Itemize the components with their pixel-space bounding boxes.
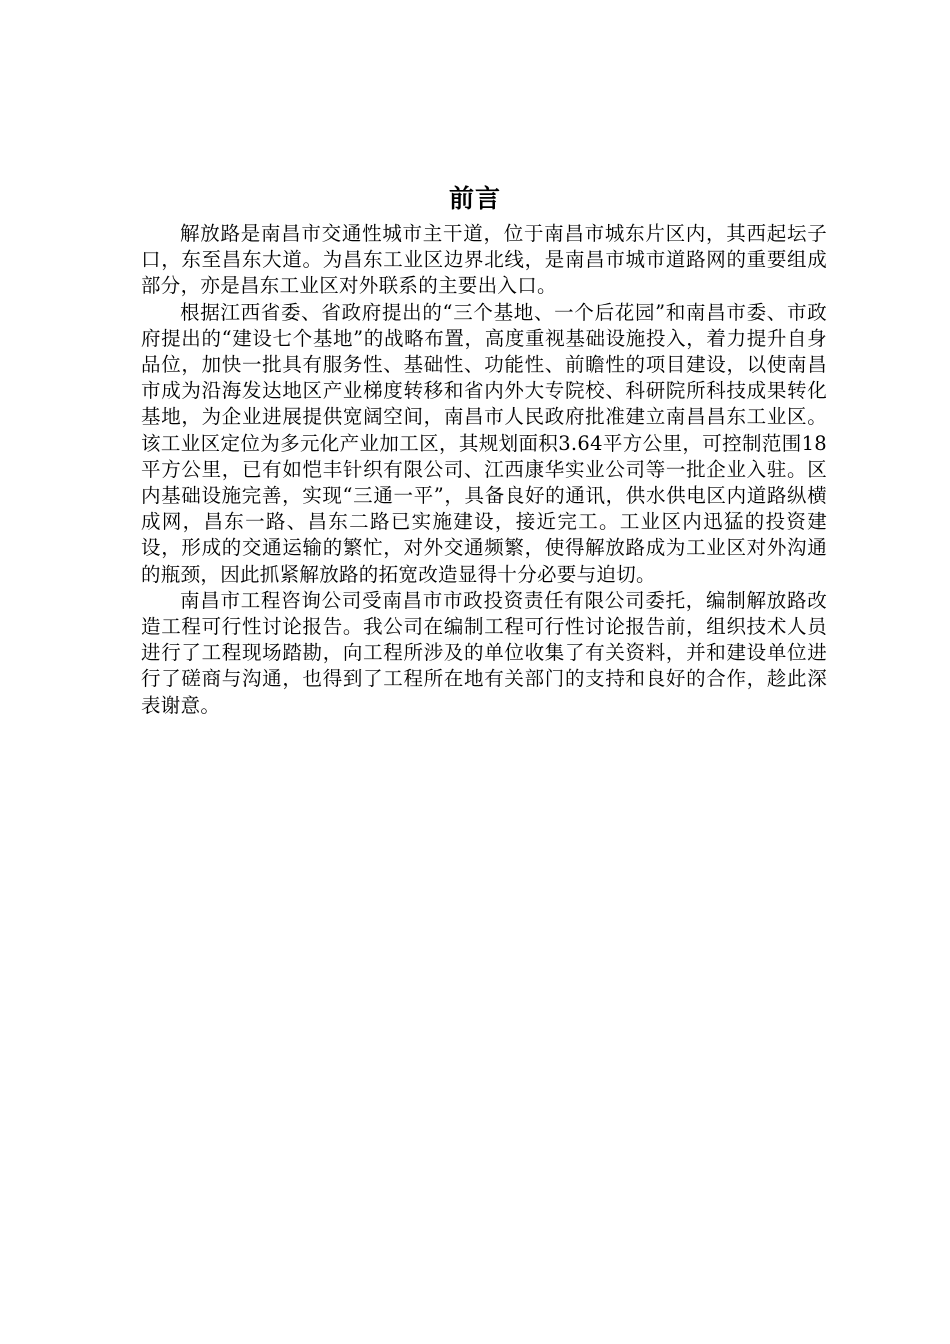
document-body [141,221,827,719]
paragraph-acknowledgement: 南昌市工程咨询公司受南昌市市政投资责任有限公司委托，编制解放路改造工程可行性讨论报告。我公司在编制工程可行性讨论报告前，组织技术人员进行了工程现场踏勘，向工程所涉及的单位收集了有关资料，并和建设单位进行了磋商与沟通，也得到了工程所在地有关部门的支持和良好的合作，趁此深表谢意。 [141,588,827,717]
page-title: 前言 [448,184,501,213]
paragraph-intro: 解放路是南昌市交通性城市主干道，位于南昌市城东片区内，其西起坛子口，东至昌东大道。为昌东工业区边界北线，是南昌市城市道路网的重要组成部分，亦是昌东工业区对外联系的主要出入口。 [141,222,827,298]
paragraph-background: 根据江西省委、省政府提出的“三个基地、一个后花园”和南昌市委、市政府提出的“建设七个基地”的战略布置，高度重视基础设施投入，着力提升自身品位，加快一批具有服务性、基础性、功能性、前瞻性的项目建设，以使南昌市成为沿海发达地区产业梯度转移和省内外大专院校、科研院所科技成果转化基地，为企业进展提供宽阔空间，南昌市人民政府批准建立南昌昌东工业区。该工业区定位为多元化产业加工区，其规划面积3.64平方公里，可控制范围18平方公里，已有如恺丰针织有限公司、江西康华实业公司等一批企业入驻。区内基础设施完善，实现“三通一平”，具备良好的通讯，供水供电区内道路纵横成网，昌东一路、昌东二路已实施建设，接近完工。工业区内迅猛的投资建设，形成的交通运输的繁忙，对外交通频繁，使得解放路成为工业区对外沟通的瓶颈，因此抓紧解放路的拓宽改造显得十分必要与迫切。 [141,300,827,586]
